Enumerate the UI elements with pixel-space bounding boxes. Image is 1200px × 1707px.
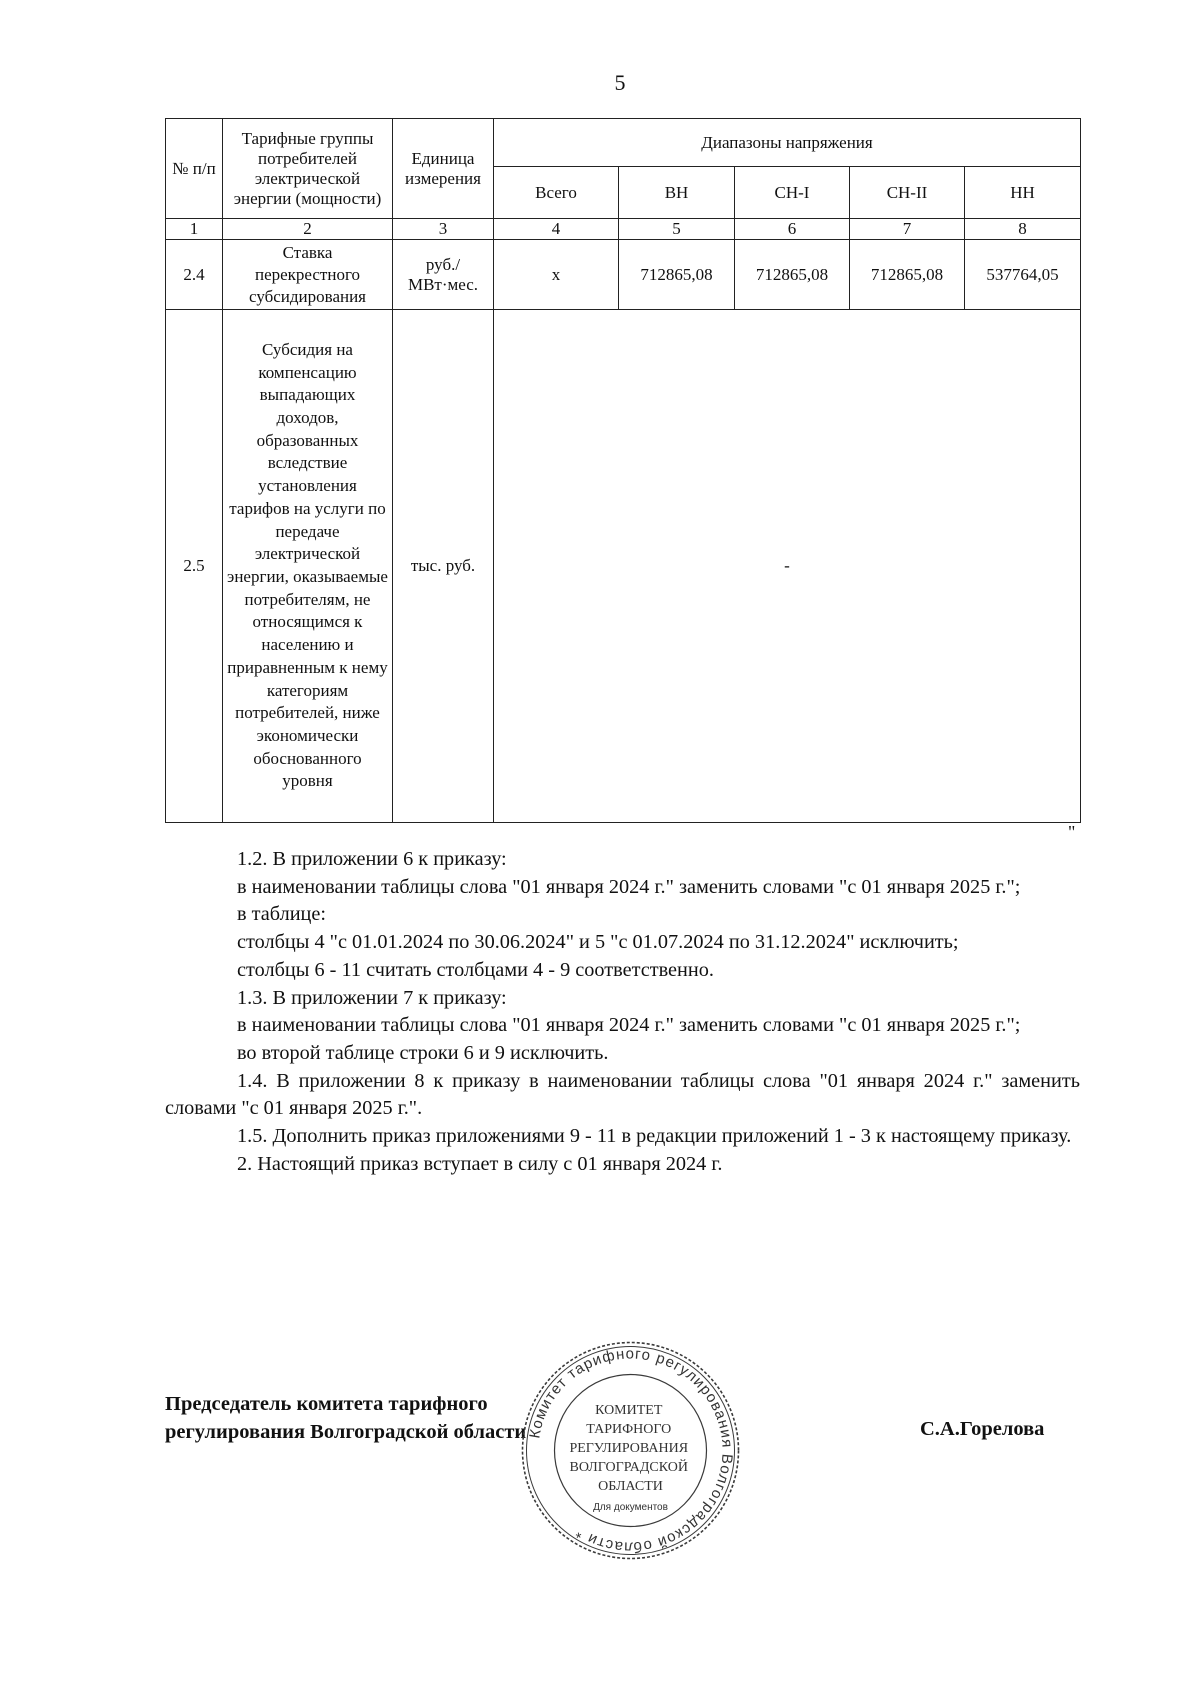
header-nn: НН [965,167,1081,219]
tariff-table [165,118,1081,823]
header-vn: ВН [619,167,735,219]
paragraph: 1.2. В приложении 6 к приказу: [237,848,507,870]
stamp-line: ТАРИФНОГО [586,1422,672,1437]
cell-merged-value: - [494,310,1081,823]
paragraph: в таблице: [237,903,327,926]
official-stamp [518,1338,743,1563]
signatory-name: С.А.Горелова [920,1418,1045,1440]
column-number: 4 [494,219,619,240]
header-row [166,119,1081,167]
cell-sn2: 712865,08 [850,240,965,310]
cell-sn1: 712865,08 [735,240,850,310]
header-unit: Единица измерения [393,119,494,219]
signatory-position [165,1390,526,1446]
paragraph: столбцы 6 - 11 считать столбцами 4 - 9 соответственно. [237,958,714,981]
row-unit-line: руб./ [425,254,461,274]
stamp-line: ОБЛАСТИ [598,1479,663,1494]
header-voltage-ranges: Диапазоны напряжения [494,119,1081,167]
cell-total: х [494,240,619,310]
paragraph: 1.5. Дополнить приказ приложениями 9 - 11 в редакции приложений 1 - 3 к настоящему приказу. [237,1125,1072,1148]
header-group: Тарифные группы потребителей электрической энергии (мощности) [223,119,393,219]
column-number: 6 [735,219,850,240]
column-number: 7 [850,219,965,240]
stamp-line: КОМИТЕТ [595,1403,663,1418]
column-number: 8 [965,219,1081,240]
paragraph: в наименовании таблицы слова "01 января 2024 г." заменить словами "с 01 января 2025 г."; [237,1014,1021,1037]
header-sn1: СН-I [735,167,850,219]
page-number: 5 [614,70,626,95]
stamp-outer-text: Комитет тарифного регулирования Волгоградской области * [526,1345,736,1556]
paragraph: в наименовании таблицы слова "01 января 2024 г." заменить словами "с 01 января 2025 г."; [237,875,1021,898]
column-number: 2 [223,219,393,240]
column-number: 5 [619,219,735,240]
body-text [165,846,1080,1178]
cell-nn: 537764,05 [965,240,1081,310]
paragraph: столбцы 4 "с 01.01.2024 по 30.06.2024" и 5 "с 01.07.2024 по 31.12.2024" исключить; [237,931,959,954]
stamp-line: ВОЛГОГРАДСКОЙ [569,1460,688,1475]
position-line: Председатель комитета тарифного [165,1393,488,1415]
row-unit-line: МВт·мес. [407,274,479,294]
header-total: Всего [494,167,619,219]
table-row [166,240,1081,310]
paragraph: 2. Настоящий приказ вступает в силу с 01 января 2024 г. [237,1152,723,1175]
row-unit: тыс. руб. [393,310,494,823]
position-line: регулирования Волгоградской области [165,1421,527,1443]
header-sn2: СН-II [850,167,965,219]
header-num: № п/п [166,119,223,219]
table-row [166,310,1081,823]
cell-vn: 712865,08 [619,240,735,310]
row-name: Субсидия на компенсацию выпадающих доходов, образованных вследствие установления тарифов на услуги по передаче электрической энергии, оказываемые потребителям, не относящимся к населению и приравненным к нему категориям потребителей, ниже экономически обоснованного уровня [223,310,393,823]
paragraph: 1.4. В приложении 8 к приказу в наименовании таблицы слова "01 января 2024 г." заменить словами "с 01 января 2025 г.". [165,1069,1080,1120]
paragraph: во второй таблице строки 6 и 9 исключить. [237,1041,609,1064]
stamp-bottom-text: Для документов [593,1502,668,1513]
stamp-line: РЕГУЛИРОВАНИЯ [569,1441,689,1456]
row-unit [393,240,494,310]
column-numbers-row [166,219,1081,240]
column-number: 1 [166,219,223,240]
paragraph: 1.3. В приложении 7 к приказу: [237,986,507,1009]
row-number: 2.5 [166,310,223,823]
closing-quote: " [1068,822,1076,842]
row-name: Ставка перекрестного субсидирования [223,240,393,310]
row-number: 2.4 [166,240,223,310]
stamp-center-text [569,1403,691,1494]
column-number: 3 [393,219,494,240]
